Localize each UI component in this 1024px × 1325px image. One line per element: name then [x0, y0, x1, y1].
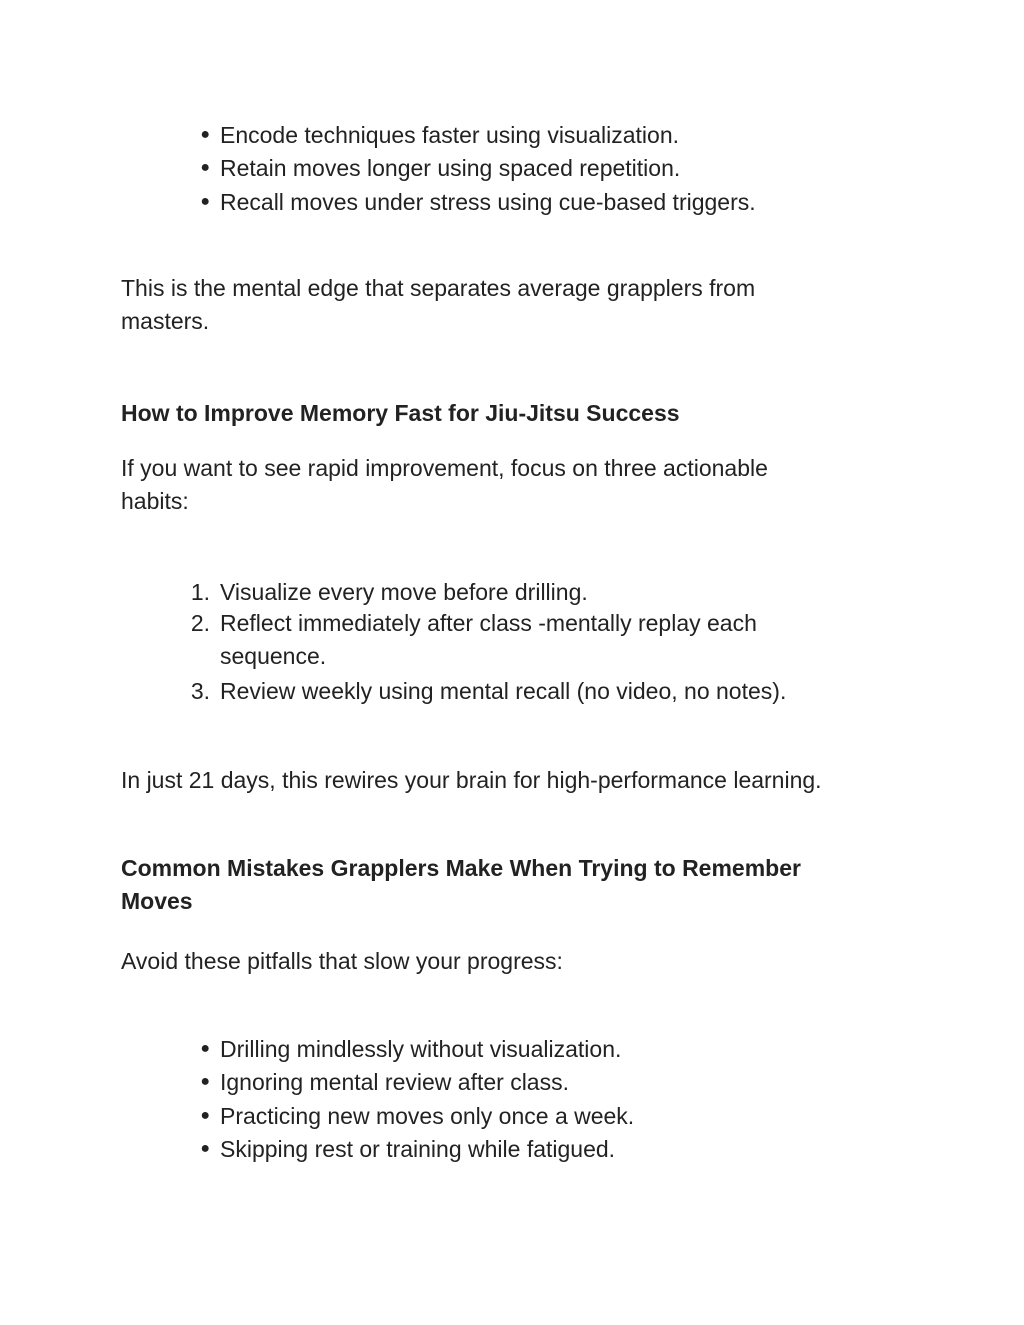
section-heading: How to Improve Memory Fast for Jiu-Jitsu Success: [121, 400, 680, 426]
paragraph-line: This is the mental edge that separates average grapplers from: [121, 275, 756, 301]
bullet-icon: ●: [200, 1140, 210, 1157]
paragraph-line: In just 21 days, this rewires your brain for high-performance learning.: [121, 767, 822, 793]
bullet-icon: ●: [200, 126, 210, 143]
bullet-icon: ●: [200, 1107, 210, 1124]
bullet-icon: ●: [200, 1073, 210, 1090]
list-item: Review weekly using mental recall (no video, no notes).: [220, 678, 787, 704]
paragraph-line: masters.: [121, 308, 210, 334]
list-item: Practicing new moves only once a week.: [220, 1103, 635, 1129]
list-item: Retain moves longer using spaced repetition.: [220, 155, 681, 181]
bullet-icon: ●: [200, 159, 210, 176]
section-heading: Moves: [121, 888, 193, 914]
list-item: Ignoring mental review after class.: [220, 1069, 569, 1095]
paragraph-line: habits:: [121, 488, 189, 514]
list-item: Recall moves under stress using cue-based triggers.: [220, 189, 756, 215]
list-number: 1.: [190, 579, 210, 605]
list-item: Encode techniques faster using visualization.: [220, 122, 680, 148]
list-item: Drilling mindlessly without visualization.: [220, 1036, 622, 1062]
paragraph-line: Avoid these pitfalls that slow your progress:: [121, 948, 563, 974]
list-item: Skipping rest or training while fatigued.: [220, 1136, 616, 1162]
list-item: Visualize every move before drilling.: [220, 579, 588, 605]
section-heading: Common Mistakes Grapplers Make When Trying to Remember: [121, 855, 801, 881]
bullet-icon: ●: [200, 193, 210, 210]
paragraph-line: If you want to see rapid improvement, focus on three actionable: [121, 455, 768, 481]
list-item-continuation: sequence.: [220, 643, 327, 669]
list-number: 2.: [190, 610, 210, 636]
list-number: 3.: [190, 678, 210, 704]
list-item: Reflect immediately after class -mentally replay each: [220, 610, 757, 636]
bullet-icon: ●: [200, 1040, 210, 1057]
